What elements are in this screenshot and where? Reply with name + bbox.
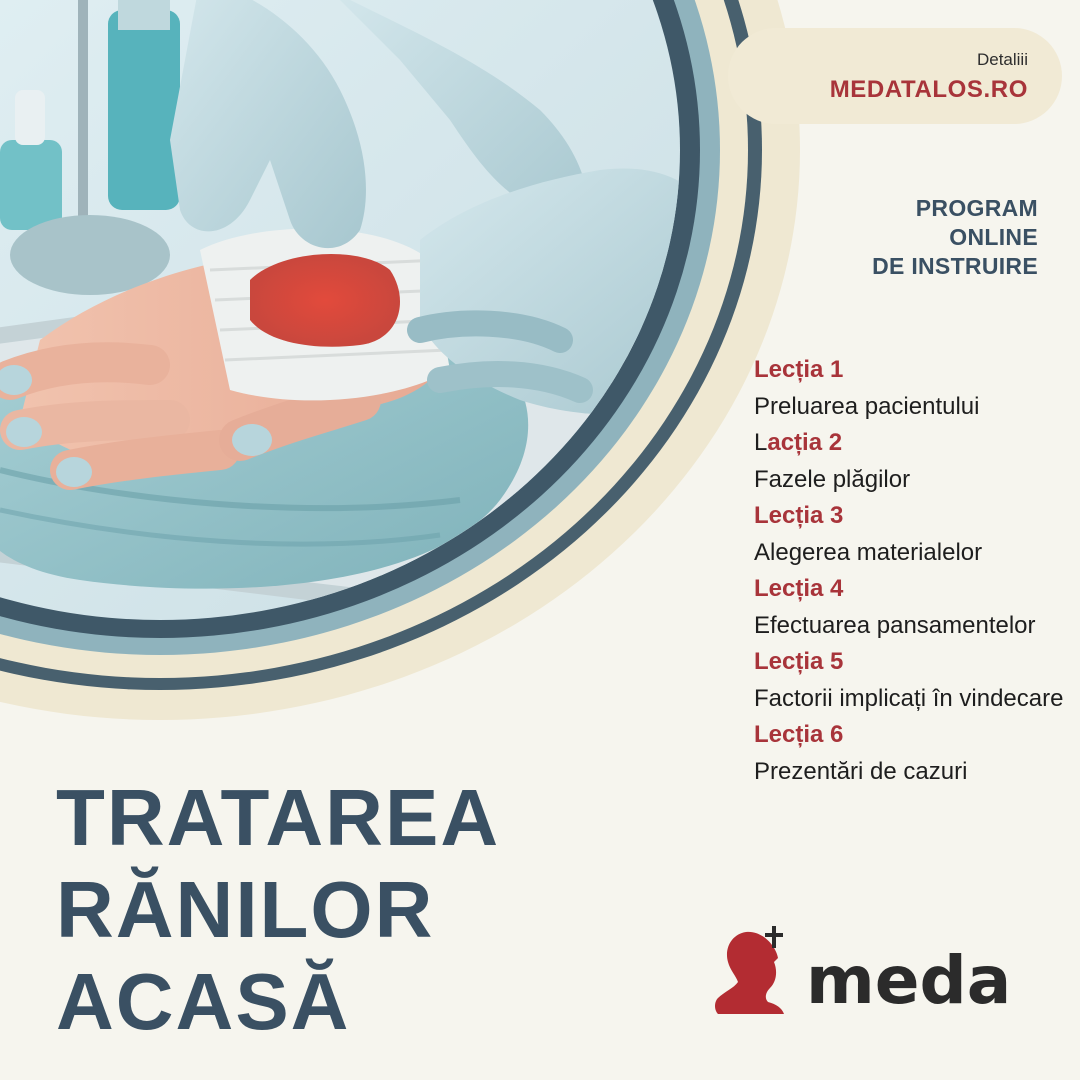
head-silhouette-cross-icon — [712, 922, 812, 1022]
website-link[interactable]: MEDATALOS.RO — [829, 76, 1028, 103]
program-line: PROGRAM — [915, 195, 1038, 221]
lesson-description: Fazele plăgilor — [754, 465, 911, 493]
lesson-title: Lacția 2 — [754, 429, 843, 456]
meda-logo — [712, 922, 1042, 1032]
program-line: ONLINE — [949, 224, 1038, 250]
program-title — [872, 194, 1038, 281]
details-label: Detaliii — [976, 50, 1028, 69]
meda-wordmark: meda — [806, 942, 1012, 1019]
headline — [56, 772, 500, 1048]
lesson-title-rest: acția 2 — [767, 429, 843, 456]
headline-line: RĂNILOR — [56, 865, 435, 954]
lesson-description: Preluarea pacientului — [754, 392, 980, 420]
lesson-description: Factorii implicați în vindecare — [754, 684, 1064, 712]
lesson-title: Lecția 4 — [754, 575, 844, 602]
lesson-list — [754, 352, 1074, 790]
lesson-title: Lecția 5 — [754, 648, 844, 675]
headline-line: TRATAREA — [56, 773, 501, 862]
lesson-title: Lecția 6 — [754, 721, 844, 748]
lesson-description: Efectuarea pansamentelor — [754, 611, 1036, 639]
program-line: DE INSTRUIRE — [872, 253, 1038, 279]
lesson-title: Lecția 3 — [754, 502, 844, 529]
lesson-title: Lecția 1 — [754, 356, 844, 383]
lesson-description: Alegerea materialelor — [754, 538, 983, 566]
headline-line: ACASĂ — [56, 957, 351, 1046]
lesson-description: Prezentări de cazuri — [754, 757, 968, 785]
wound — [250, 254, 400, 347]
